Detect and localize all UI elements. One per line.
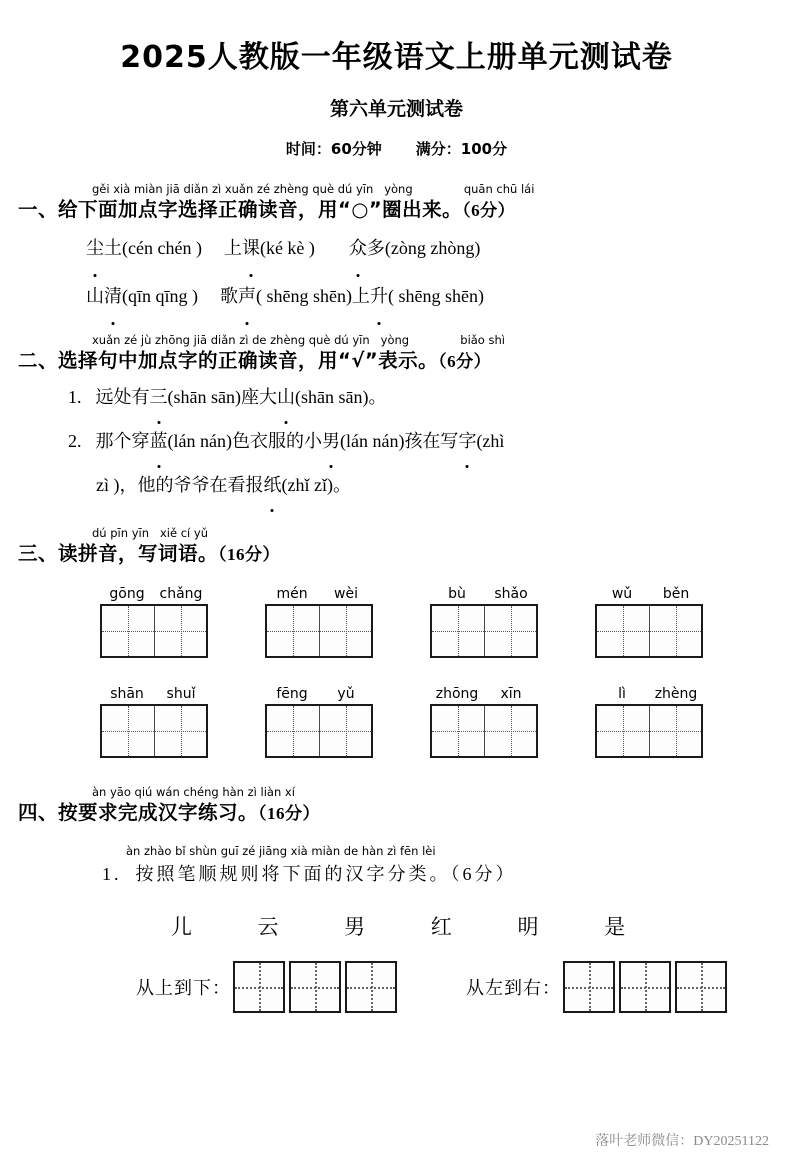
exam-meta	[0, 138, 793, 159]
grid-cell[interactable]	[432, 606, 484, 656]
dotted-char: 山	[277, 375, 295, 419]
grid-pinyin: shān shuǐ	[110, 686, 196, 702]
pinyin-choice[interactable]: (zhì	[476, 431, 505, 451]
section-one	[18, 183, 775, 320]
dotted-char: 课	[242, 224, 260, 272]
pinyin-choice[interactable]: (ké kè )	[259, 238, 315, 258]
section-two-pinyin: xuǎn zé jù zhōng jiā diǎn zì de zhèng què dú yīn yòng biǎo shì	[92, 333, 505, 347]
grid-cell[interactable]	[597, 706, 649, 756]
section-four-title: 四、按要求完成汉字练习。（16分）	[18, 801, 321, 824]
grid-cell[interactable]	[649, 606, 701, 656]
pinyin-choice[interactable]: (lán nán)	[167, 431, 232, 451]
classify-left-to-right	[466, 961, 727, 1013]
writing-grid-group	[595, 684, 703, 758]
tian-zi-ge[interactable]	[430, 604, 538, 658]
classify-top-to-bottom	[136, 961, 397, 1013]
dotted-char: 纸	[263, 463, 281, 507]
section-two-question-2-cont: zì )，他的爷爷在看报纸(zhǐ zǐ)。	[18, 463, 775, 507]
time-label: 时间：60分钟	[285, 140, 382, 158]
grid-cell[interactable]	[432, 706, 484, 756]
section-two-title: 二、选择句中加点字的正确读音，用“√”表示。（6分）	[18, 349, 492, 372]
grid-pinyin: gōng chǎng	[109, 586, 203, 602]
character-item: 男	[344, 915, 366, 939]
grid-cell[interactable]	[484, 606, 536, 656]
dotted-char: 字	[458, 419, 476, 463]
answer-box[interactable]	[675, 961, 727, 1013]
dotted-char: 尘	[86, 224, 104, 272]
dotted-char: 三	[150, 375, 168, 419]
answer-box-set	[233, 961, 397, 1013]
page-title: 2025人教版一年级语文上册单元测试卷	[120, 40, 673, 75]
tian-zi-ge[interactable]	[595, 704, 703, 758]
dotted-char: 众	[349, 224, 367, 272]
section-three-title: 三、读拼音，写词语。（16分）	[18, 542, 281, 565]
section-four	[18, 786, 775, 1021]
page-subtitle: 第六单元测试卷	[329, 98, 463, 120]
section-four-sub1-title: 1. 按照笔顺规则将下面的汉字分类。（6分）	[102, 864, 517, 884]
writing-grid-group	[430, 584, 538, 658]
grid-pinyin: wǔ běn	[611, 586, 690, 602]
pinyin-choice[interactable]: (cén chén )	[122, 238, 202, 258]
section-four-sub1-pinyin: àn zhào bǐ shùn guī zé jiāng xià miàn de hàn zì fēn lèi	[126, 844, 436, 858]
grid-pinyin: mén wèi	[276, 586, 358, 602]
grid-pinyin: zhōng xīn	[435, 686, 522, 702]
section-two	[18, 334, 775, 507]
section-two-question-1: 1. 远处有三(shān sān)座大山(shān sān)。	[18, 375, 775, 419]
pinyin-choice-cont[interactable]: zì )	[96, 475, 120, 495]
dotted-char: 男	[322, 419, 340, 463]
grid-cell[interactable]	[597, 606, 649, 656]
pinyin-choice[interactable]: (shān sān)	[294, 387, 369, 407]
grid-cell[interactable]	[484, 706, 536, 756]
section-one-row-1: 尘土(cén chén ) 上课(ké kè ) 众多(zòng zhòng)	[18, 224, 775, 272]
pinyin-choice[interactable]: (qīn qīng )	[122, 286, 198, 306]
grid-cell[interactable]	[154, 706, 206, 756]
writing-grid-row-2	[18, 684, 775, 776]
writing-grid-group	[265, 584, 373, 658]
grid-cell[interactable]	[649, 706, 701, 756]
test-paper-page	[0, 40, 793, 1162]
grid-cell[interactable]	[319, 606, 371, 656]
answer-box[interactable]	[563, 961, 615, 1013]
pinyin-choice[interactable]: (shān sān)	[167, 387, 241, 407]
classify-label: 从上到下：	[136, 978, 231, 998]
tian-zi-ge[interactable]	[100, 704, 208, 758]
tian-zi-ge[interactable]	[100, 604, 208, 658]
section-two-question-2: 2. 那个穿蓝(lán nán)色衣服的小男(lán nán)孩在写字(zhì	[18, 419, 775, 463]
writing-grid-group	[595, 584, 703, 658]
writing-grid-group	[430, 684, 538, 758]
character-item: 是	[604, 915, 626, 939]
section-three-pinyin: dú pīn yīn xiě cí yǔ	[92, 526, 208, 540]
pinyin-choice[interactable]: (zhǐ zǐ)	[281, 475, 333, 495]
section-three	[18, 527, 775, 776]
pinyin-choice[interactable]: (zòng zhòng)	[384, 238, 481, 258]
tian-zi-ge[interactable]	[595, 604, 703, 658]
writing-grid-group	[100, 584, 208, 658]
section-one-pinyin: gěi xià miàn jiā diǎn zì xuǎn zé zhèng què dú yīn yòng quān chū lái	[92, 182, 535, 196]
grid-cell[interactable]	[102, 606, 154, 656]
grid-cell[interactable]	[267, 606, 319, 656]
grid-pinyin: fēng yǔ	[276, 686, 355, 702]
section-one-title: 一、给下面加点字选择正确读音，用“○”圈出来。（6分）	[18, 198, 516, 221]
character-item: 云	[257, 915, 279, 939]
pinyin-choice[interactable]: (lán nán)	[339, 431, 405, 451]
character-item: 明	[517, 915, 539, 939]
footer-watermark: 落叶老师微信：DY20251122	[595, 1134, 769, 1149]
answer-box[interactable]	[619, 961, 671, 1013]
dotted-char: 清	[104, 272, 122, 320]
tian-zi-ge[interactable]	[265, 604, 373, 658]
dotted-char: 声	[238, 272, 256, 320]
character-item: 儿	[170, 915, 192, 939]
grid-cell[interactable]	[102, 706, 154, 756]
pinyin-choice[interactable]: ( shēng shēn)	[256, 286, 352, 306]
section-four-pinyin: àn yāo qiú wán chéng hàn zì liàn xí	[92, 785, 295, 799]
writing-grid-group	[265, 684, 373, 758]
grid-cell[interactable]	[319, 706, 371, 756]
writing-grid-group	[100, 684, 208, 758]
grid-pinyin: lì zhèng	[618, 686, 698, 702]
dotted-char: 蓝	[150, 419, 168, 463]
score-label: 满分：100分	[415, 140, 508, 158]
grid-cell[interactable]	[154, 606, 206, 656]
writing-grid-row-1	[18, 584, 775, 676]
tian-zi-ge[interactable]	[265, 704, 373, 758]
grid-pinyin: bù shǎo	[448, 586, 528, 602]
section-one-row-2: 山清(qīn qīng ) 歌声( shēng shēn)上升( shēng shēn)	[18, 272, 775, 320]
pinyin-choice[interactable]: ( shēng shēn)	[387, 286, 484, 306]
answer-box[interactable]	[345, 961, 397, 1013]
dotted-char: 升	[370, 272, 388, 320]
classify-label: 从左到右：	[466, 978, 561, 998]
answer-box[interactable]	[233, 961, 285, 1013]
tian-zi-ge[interactable]	[430, 704, 538, 758]
character-item: 红	[430, 915, 452, 939]
character-list	[138, 911, 658, 941]
answer-box[interactable]	[289, 961, 341, 1013]
grid-cell[interactable]	[267, 706, 319, 756]
answer-box-set	[563, 961, 727, 1013]
classification-rows	[36, 961, 775, 1021]
